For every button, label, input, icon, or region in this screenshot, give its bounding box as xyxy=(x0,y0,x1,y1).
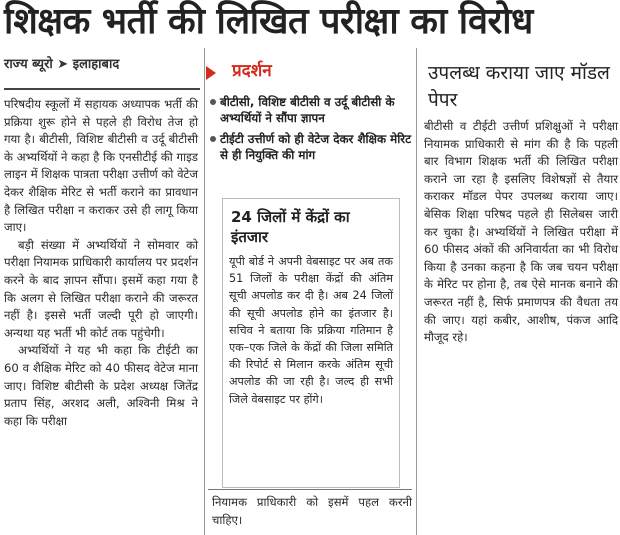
paragraph: बीटीसी व टीईटी उत्तीर्ण प्रशिक्षुओं ने परीक्षा नियामक प्राधिकारी से मांग की है कि पहली बार विभाग शिक्षक भर्ती की लिखित परीक्षा कराने जा रहा है इसलिए विशेषज्ञों से तैयार कराकर मॉडल पेपर उपलब्ध कराया जाए। बेसिक शिक्षा परिषद पहले ही सिलेबस जारी कर चुका है। अभ्यर्थियों ने लिखित परीक्षा में 60 फीसद अंकों की अनिवार्यता का भी विरोध किया है उनका कहना है कि जब चयन परीक्षा के मेरिट पर होना है, तब ऐसे मानक बनाने की जरूरत नहीं है, सिर्फ प्रमाणपत्र की वैधता तय की जाए। यहां कबीर, आशीष, पंकज आदि मौजूद रहे। xyxy=(424,119,618,345)
right-column xyxy=(424,118,618,347)
bullet-icon xyxy=(210,99,216,105)
box-title: 24 जिलों में केंद्रों का इंतजार xyxy=(231,208,350,246)
top-rule xyxy=(4,88,200,90)
column-rule-right xyxy=(416,48,417,535)
highlight-text: बीटीसी, विशिष्ट बीटीसी व उर्दू बीटीसी के अभ्यर्थियों ने सौंपा ज्ञापन xyxy=(220,95,395,125)
paragraph: परिषदीय स्कूलों में सहायक अध्यापक भर्ती की प्रक्रिया शुरू होने से पहले ही विरोध तेज हो गया है। बीटीसी, विशिष्ट बीटीसी व उर्दू बीटीसी के अभ्यर्थियों ने कहा है कि एनसीटीई की गाइड लाइन में शिक्षक पात्रता परीक्षा उत्तीर्ण को वेटेज देकर शैक्षिक मेरिट से भर्ती कराने का प्रावधान है लिखित परीक्षा न कराकर उसे ही लागू किया जाए। xyxy=(4,97,198,235)
middle-column-tail: नियामक प्राधिकारी को इसमें पहल करनी चाहिए। xyxy=(212,495,412,527)
highlights xyxy=(210,94,412,168)
sidebar-box xyxy=(222,198,400,488)
dateline: राज्य ब्यूरो ➤ इलाहाबाद xyxy=(4,57,120,72)
kicker: प्रदर्शन xyxy=(232,61,272,81)
box-body: यूपी बोर्ड ने अपनी वेबसाइट पर अब तक 51 जिलों के परीक्षा केंद्रों की अंतिम सूची अपलोड कर दी है। अब 24 जिलों की सूची अपलोड होने का इंतजार है। सचिव ने बताया कि प्रक्रिया गतिमान है एक–एक जिले के केंद्रों की जिला समिति की रिपोर्ट से मिलान करके अंतिम सूची अपलोड की जा रही है। जल्द ही सभी जिले वेबसाइट पर होंगे। xyxy=(229,255,393,406)
arrow-icon xyxy=(206,66,216,80)
box-bottom-rule xyxy=(208,489,412,490)
subhead: उपलब्ध कराया जाए मॉडल पेपर xyxy=(428,62,610,111)
paragraph: बड़ी संख्या में अभ्यर्थियों ने सोमवार को परीक्षा नियामक प्राधिकारी कार्यालय पर प्रदर्शन करने के बाद ज्ञापन सौंपा। इसमें कहा गया है कि अलग से लिखित परीक्षा कराने की जरूरत नहीं है। इससे भर्ती जल्दी पूरी हो जाएगी। अन्यथा यह भर्ती भी कोर्ट तक पहुंचेगी। xyxy=(4,237,198,340)
highlight-text: टीईटी उत्तीर्ण को ही वेटेज देकर शैक्षिक मेरिट से ही नियुक्ति की मांग xyxy=(220,132,412,162)
bullet-icon xyxy=(210,136,216,142)
paragraph: अभ्यर्थियों ने यह भी कहा कि टीईटी का 60 व शैक्षिक मेरिट को 40 फीसद वेटेज माना जाए। विशिष्ट बीटीसी के प्रदेश अध्यक्ष जितेंद्र प्रताप सिंह, अरशद अली, अश्विनी मिश्र ने कहा कि परीक्षा xyxy=(4,343,198,428)
highlight-item xyxy=(210,131,412,163)
column-rule-left xyxy=(204,48,205,535)
left-column xyxy=(4,96,198,430)
headline: शिक्षक भर्ती की लिखित परीक्षा का विरोध xyxy=(4,1,533,42)
highlight-item xyxy=(210,94,412,126)
